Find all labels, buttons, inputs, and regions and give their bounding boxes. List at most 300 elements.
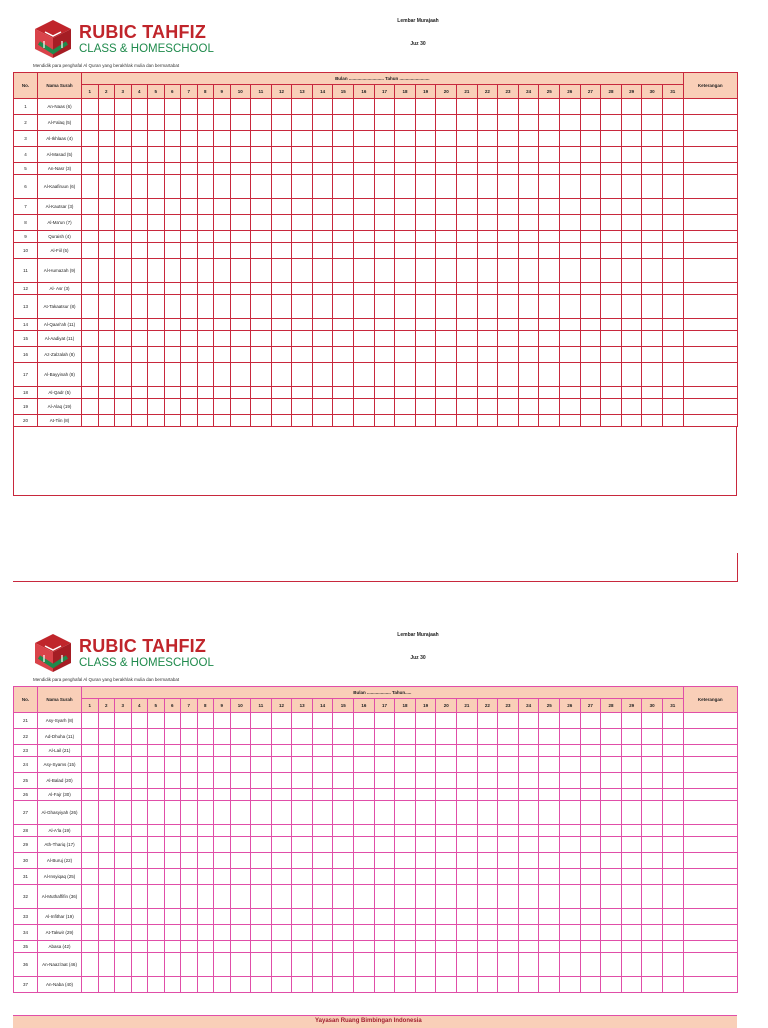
day-cell[interactable] <box>621 729 642 745</box>
day-cell[interactable] <box>271 147 292 163</box>
day-cell[interactable] <box>415 801 436 825</box>
day-cell[interactable] <box>164 713 181 729</box>
day-cell[interactable] <box>539 853 560 869</box>
day-cell[interactable] <box>333 99 354 115</box>
day-cell[interactable] <box>498 773 519 789</box>
day-cell[interactable] <box>312 773 333 789</box>
day-cell[interactable] <box>477 363 498 387</box>
day-cell[interactable] <box>181 175 198 199</box>
day-cell[interactable] <box>457 713 478 729</box>
day-cell[interactable] <box>580 199 601 215</box>
day-cell[interactable] <box>164 729 181 745</box>
day-cell[interactable] <box>560 713 581 729</box>
day-cell[interactable] <box>662 199 683 215</box>
day-cell[interactable] <box>642 231 663 243</box>
day-cell[interactable] <box>354 825 375 837</box>
day-cell[interactable] <box>333 347 354 363</box>
day-cell[interactable] <box>164 243 181 259</box>
day-cell[interactable] <box>82 853 99 869</box>
day-cell[interactable] <box>251 977 272 993</box>
day-cell[interactable] <box>580 363 601 387</box>
day-cell[interactable] <box>148 909 165 925</box>
day-cell[interactable] <box>251 789 272 801</box>
day-cell[interactable] <box>415 319 436 331</box>
day-cell[interactable] <box>292 853 313 869</box>
day-cell[interactable] <box>621 953 642 977</box>
day-cell[interactable] <box>560 259 581 283</box>
day-cell[interactable] <box>601 941 622 953</box>
day-cell[interactable] <box>560 387 581 399</box>
day-cell[interactable] <box>642 387 663 399</box>
day-cell[interactable] <box>312 713 333 729</box>
day-cell[interactable] <box>642 319 663 331</box>
day-cell[interactable] <box>662 801 683 825</box>
day-cell[interactable] <box>518 713 539 729</box>
day-cell[interactable] <box>621 869 642 885</box>
day-cell[interactable] <box>333 147 354 163</box>
day-cell[interactable] <box>457 199 478 215</box>
day-cell[interactable] <box>580 885 601 909</box>
day-cell[interactable] <box>395 773 416 789</box>
day-cell[interactable] <box>292 837 313 853</box>
day-cell[interactable] <box>642 199 663 215</box>
day-cell[interactable] <box>498 259 519 283</box>
day-cell[interactable] <box>662 745 683 757</box>
day-cell[interactable] <box>477 977 498 993</box>
day-cell[interactable] <box>642 115 663 131</box>
day-cell[interactable] <box>436 243 457 259</box>
day-cell[interactable] <box>354 713 375 729</box>
day-cell[interactable] <box>197 773 214 789</box>
day-cell[interactable] <box>374 283 395 295</box>
day-cell[interactable] <box>197 131 214 147</box>
day-cell[interactable] <box>197 745 214 757</box>
day-cell[interactable] <box>477 319 498 331</box>
day-cell[interactable] <box>197 941 214 953</box>
day-cell[interactable] <box>148 363 165 387</box>
day-cell[interactable] <box>230 347 251 363</box>
day-cell[interactable] <box>197 259 214 283</box>
day-cell[interactable] <box>230 713 251 729</box>
day-cell[interactable] <box>115 231 132 243</box>
day-cell[interactable] <box>115 941 132 953</box>
day-cell[interactable] <box>457 283 478 295</box>
keterangan-cell[interactable] <box>683 163 737 175</box>
day-cell[interactable] <box>197 231 214 243</box>
day-cell[interactable] <box>354 977 375 993</box>
day-cell[interactable] <box>662 713 683 729</box>
day-cell[interactable] <box>621 941 642 953</box>
day-cell[interactable] <box>642 853 663 869</box>
day-cell[interactable] <box>82 175 99 199</box>
day-cell[interactable] <box>518 977 539 993</box>
day-cell[interactable] <box>354 941 375 953</box>
day-cell[interactable] <box>477 99 498 115</box>
day-cell[interactable] <box>498 199 519 215</box>
day-cell[interactable] <box>621 115 642 131</box>
day-cell[interactable] <box>230 387 251 399</box>
day-cell[interactable] <box>518 773 539 789</box>
day-cell[interactable] <box>131 713 148 729</box>
day-cell[interactable] <box>131 977 148 993</box>
day-cell[interactable] <box>560 757 581 773</box>
day-cell[interactable] <box>415 387 436 399</box>
day-cell[interactable] <box>415 977 436 993</box>
day-cell[interactable] <box>601 99 622 115</box>
day-cell[interactable] <box>457 909 478 925</box>
day-cell[interactable] <box>312 363 333 387</box>
day-cell[interactable] <box>662 399 683 415</box>
day-cell[interactable] <box>82 869 99 885</box>
day-cell[interactable] <box>181 729 198 745</box>
day-cell[interactable] <box>230 801 251 825</box>
day-cell[interactable] <box>621 147 642 163</box>
day-cell[interactable] <box>601 163 622 175</box>
day-cell[interactable] <box>98 175 115 199</box>
day-cell[interactable] <box>498 745 519 757</box>
day-cell[interactable] <box>98 199 115 215</box>
keterangan-cell[interactable] <box>683 295 737 319</box>
day-cell[interactable] <box>621 283 642 295</box>
day-cell[interactable] <box>539 729 560 745</box>
day-cell[interactable] <box>621 757 642 773</box>
keterangan-cell[interactable] <box>683 713 737 729</box>
day-cell[interactable] <box>662 869 683 885</box>
day-cell[interactable] <box>251 941 272 953</box>
day-cell[interactable] <box>271 115 292 131</box>
day-cell[interactable] <box>354 909 375 925</box>
day-cell[interactable] <box>271 415 292 427</box>
day-cell[interactable] <box>312 115 333 131</box>
day-cell[interactable] <box>374 789 395 801</box>
day-cell[interactable] <box>164 399 181 415</box>
day-cell[interactable] <box>164 231 181 243</box>
day-cell[interactable] <box>354 745 375 757</box>
day-cell[interactable] <box>115 825 132 837</box>
day-cell[interactable] <box>98 713 115 729</box>
day-cell[interactable] <box>131 331 148 347</box>
day-cell[interactable] <box>214 977 231 993</box>
day-cell[interactable] <box>354 163 375 175</box>
day-cell[interactable] <box>395 837 416 853</box>
day-cell[interactable] <box>662 295 683 319</box>
keterangan-cell[interactable] <box>683 147 737 163</box>
day-cell[interactable] <box>131 925 148 941</box>
day-cell[interactable] <box>354 387 375 399</box>
day-cell[interactable] <box>148 941 165 953</box>
day-cell[interactable] <box>251 745 272 757</box>
day-cell[interactable] <box>601 853 622 869</box>
day-cell[interactable] <box>148 163 165 175</box>
day-cell[interactable] <box>251 115 272 131</box>
day-cell[interactable] <box>115 175 132 199</box>
day-cell[interactable] <box>601 953 622 977</box>
day-cell[interactable] <box>292 319 313 331</box>
day-cell[interactable] <box>164 909 181 925</box>
day-cell[interactable] <box>131 909 148 925</box>
day-cell[interactable] <box>580 147 601 163</box>
day-cell[interactable] <box>271 347 292 363</box>
day-cell[interactable] <box>580 115 601 131</box>
keterangan-cell[interactable] <box>683 801 737 825</box>
day-cell[interactable] <box>477 853 498 869</box>
day-cell[interactable] <box>601 331 622 347</box>
day-cell[interactable] <box>354 347 375 363</box>
day-cell[interactable] <box>251 399 272 415</box>
day-cell[interactable] <box>115 869 132 885</box>
day-cell[interactable] <box>197 977 214 993</box>
day-cell[interactable] <box>580 319 601 331</box>
day-cell[interactable] <box>498 977 519 993</box>
day-cell[interactable] <box>164 147 181 163</box>
day-cell[interactable] <box>374 215 395 231</box>
day-cell[interactable] <box>312 319 333 331</box>
day-cell[interactable] <box>148 259 165 283</box>
day-cell[interactable] <box>312 259 333 283</box>
day-cell[interactable] <box>436 259 457 283</box>
day-cell[interactable] <box>214 175 231 199</box>
day-cell[interactable] <box>271 99 292 115</box>
day-cell[interactable] <box>230 825 251 837</box>
day-cell[interactable] <box>560 869 581 885</box>
day-cell[interactable] <box>457 801 478 825</box>
day-cell[interactable] <box>662 215 683 231</box>
day-cell[interactable] <box>292 363 313 387</box>
day-cell[interactable] <box>601 789 622 801</box>
day-cell[interactable] <box>415 115 436 131</box>
day-cell[interactable] <box>457 231 478 243</box>
day-cell[interactable] <box>518 163 539 175</box>
day-cell[interactable] <box>230 283 251 295</box>
day-cell[interactable] <box>395 869 416 885</box>
keterangan-cell[interactable] <box>683 941 737 953</box>
day-cell[interactable] <box>395 745 416 757</box>
day-cell[interactable] <box>374 363 395 387</box>
day-cell[interactable] <box>82 837 99 853</box>
day-cell[interactable] <box>354 131 375 147</box>
day-cell[interactable] <box>457 853 478 869</box>
day-cell[interactable] <box>131 259 148 283</box>
day-cell[interactable] <box>621 925 642 941</box>
day-cell[interactable] <box>539 837 560 853</box>
day-cell[interactable] <box>271 399 292 415</box>
day-cell[interactable] <box>621 231 642 243</box>
day-cell[interactable] <box>181 347 198 363</box>
day-cell[interactable] <box>214 837 231 853</box>
day-cell[interactable] <box>251 175 272 199</box>
keterangan-cell[interactable] <box>683 199 737 215</box>
day-cell[interactable] <box>251 231 272 243</box>
day-cell[interactable] <box>214 909 231 925</box>
day-cell[interactable] <box>457 147 478 163</box>
day-cell[interactable] <box>436 729 457 745</box>
day-cell[interactable] <box>477 243 498 259</box>
day-cell[interactable] <box>148 837 165 853</box>
day-cell[interactable] <box>498 757 519 773</box>
keterangan-cell[interactable] <box>683 331 737 347</box>
day-cell[interactable] <box>498 215 519 231</box>
day-cell[interactable] <box>621 713 642 729</box>
day-cell[interactable] <box>251 925 272 941</box>
day-cell[interactable] <box>312 869 333 885</box>
day-cell[interactable] <box>662 825 683 837</box>
day-cell[interactable] <box>181 331 198 347</box>
day-cell[interactable] <box>415 163 436 175</box>
day-cell[interactable] <box>601 399 622 415</box>
day-cell[interactable] <box>271 259 292 283</box>
day-cell[interactable] <box>560 115 581 131</box>
day-cell[interactable] <box>354 331 375 347</box>
day-cell[interactable] <box>333 953 354 977</box>
day-cell[interactable] <box>374 99 395 115</box>
day-cell[interactable] <box>214 853 231 869</box>
day-cell[interactable] <box>498 789 519 801</box>
day-cell[interactable] <box>436 283 457 295</box>
day-cell[interactable] <box>560 99 581 115</box>
day-cell[interactable] <box>621 295 642 319</box>
day-cell[interactable] <box>230 259 251 283</box>
day-cell[interactable] <box>98 953 115 977</box>
day-cell[interactable] <box>333 773 354 789</box>
day-cell[interactable] <box>560 199 581 215</box>
day-cell[interactable] <box>436 231 457 243</box>
day-cell[interactable] <box>580 837 601 853</box>
keterangan-cell[interactable] <box>683 837 737 853</box>
day-cell[interactable] <box>621 319 642 331</box>
day-cell[interactable] <box>98 363 115 387</box>
day-cell[interactable] <box>580 853 601 869</box>
day-cell[interactable] <box>98 319 115 331</box>
day-cell[interactable] <box>292 801 313 825</box>
day-cell[interactable] <box>436 953 457 977</box>
day-cell[interactable] <box>98 331 115 347</box>
day-cell[interactable] <box>354 175 375 199</box>
day-cell[interactable] <box>131 387 148 399</box>
day-cell[interactable] <box>415 853 436 869</box>
day-cell[interactable] <box>292 131 313 147</box>
day-cell[interactable] <box>230 231 251 243</box>
day-cell[interactable] <box>292 147 313 163</box>
day-cell[interactable] <box>98 259 115 283</box>
day-cell[interactable] <box>374 837 395 853</box>
day-cell[interactable] <box>197 825 214 837</box>
day-cell[interactable] <box>518 837 539 853</box>
day-cell[interactable] <box>662 163 683 175</box>
keterangan-cell[interactable] <box>683 869 737 885</box>
day-cell[interactable] <box>197 347 214 363</box>
day-cell[interactable] <box>251 319 272 331</box>
day-cell[interactable] <box>292 825 313 837</box>
day-cell[interactable] <box>354 801 375 825</box>
day-cell[interactable] <box>148 885 165 909</box>
day-cell[interactable] <box>333 175 354 199</box>
day-cell[interactable] <box>395 909 416 925</box>
day-cell[interactable] <box>498 909 519 925</box>
day-cell[interactable] <box>415 825 436 837</box>
day-cell[interactable] <box>539 713 560 729</box>
day-cell[interactable] <box>230 319 251 331</box>
day-cell[interactable] <box>518 199 539 215</box>
day-cell[interactable] <box>292 415 313 427</box>
day-cell[interactable] <box>333 925 354 941</box>
day-cell[interactable] <box>436 115 457 131</box>
day-cell[interactable] <box>457 319 478 331</box>
day-cell[interactable] <box>477 215 498 231</box>
day-cell[interactable] <box>642 925 663 941</box>
day-cell[interactable] <box>181 885 198 909</box>
day-cell[interactable] <box>354 319 375 331</box>
day-cell[interactable] <box>354 363 375 387</box>
day-cell[interactable] <box>498 243 519 259</box>
day-cell[interactable] <box>580 773 601 789</box>
day-cell[interactable] <box>148 801 165 825</box>
day-cell[interactable] <box>457 729 478 745</box>
day-cell[interactable] <box>148 175 165 199</box>
day-cell[interactable] <box>374 977 395 993</box>
day-cell[interactable] <box>436 789 457 801</box>
day-cell[interactable] <box>197 147 214 163</box>
day-cell[interactable] <box>115 837 132 853</box>
day-cell[interactable] <box>292 885 313 909</box>
day-cell[interactable] <box>230 745 251 757</box>
day-cell[interactable] <box>115 713 132 729</box>
day-cell[interactable] <box>662 853 683 869</box>
day-cell[interactable] <box>164 131 181 147</box>
day-cell[interactable] <box>662 925 683 941</box>
day-cell[interactable] <box>181 415 198 427</box>
day-cell[interactable] <box>395 941 416 953</box>
day-cell[interactable] <box>580 99 601 115</box>
day-cell[interactable] <box>539 977 560 993</box>
day-cell[interactable] <box>477 801 498 825</box>
day-cell[interactable] <box>642 869 663 885</box>
day-cell[interactable] <box>271 387 292 399</box>
day-cell[interactable] <box>560 941 581 953</box>
day-cell[interactable] <box>395 259 416 283</box>
day-cell[interactable] <box>214 295 231 319</box>
day-cell[interactable] <box>498 801 519 825</box>
day-cell[interactable] <box>251 283 272 295</box>
day-cell[interactable] <box>518 231 539 243</box>
day-cell[interactable] <box>271 131 292 147</box>
day-cell[interactable] <box>333 295 354 319</box>
day-cell[interactable] <box>374 319 395 331</box>
day-cell[interactable] <box>251 147 272 163</box>
day-cell[interactable] <box>98 415 115 427</box>
day-cell[interactable] <box>333 387 354 399</box>
day-cell[interactable] <box>518 387 539 399</box>
day-cell[interactable] <box>164 199 181 215</box>
day-cell[interactable] <box>82 199 99 215</box>
day-cell[interactable] <box>312 925 333 941</box>
day-cell[interactable] <box>197 215 214 231</box>
day-cell[interactable] <box>457 837 478 853</box>
day-cell[interactable] <box>98 885 115 909</box>
day-cell[interactable] <box>518 909 539 925</box>
day-cell[interactable] <box>131 825 148 837</box>
day-cell[interactable] <box>197 243 214 259</box>
day-cell[interactable] <box>271 885 292 909</box>
day-cell[interactable] <box>415 131 436 147</box>
day-cell[interactable] <box>131 215 148 231</box>
day-cell[interactable] <box>621 399 642 415</box>
day-cell[interactable] <box>560 295 581 319</box>
day-cell[interactable] <box>621 175 642 199</box>
day-cell[interactable] <box>333 243 354 259</box>
day-cell[interactable] <box>662 243 683 259</box>
day-cell[interactable] <box>181 215 198 231</box>
day-cell[interactable] <box>457 825 478 837</box>
